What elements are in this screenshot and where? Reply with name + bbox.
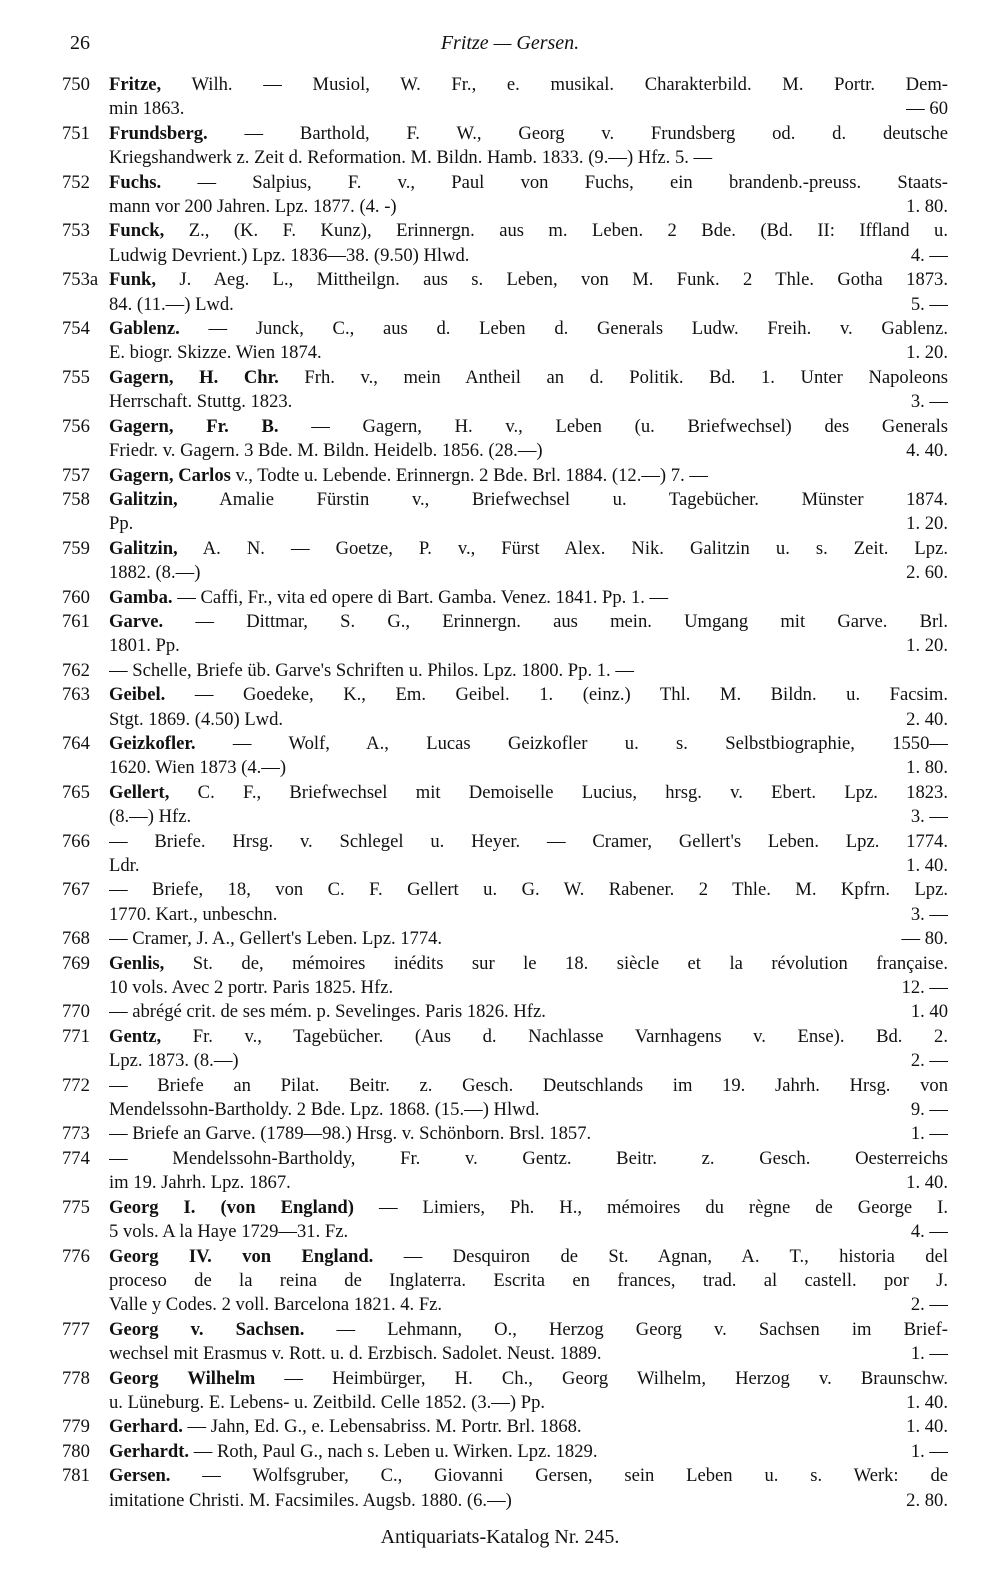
entry-body — [109, 1000, 948, 1024]
page-number: 26 — [70, 32, 90, 54]
entry-number: 766 — [62, 830, 90, 852]
entry-body — [109, 268, 948, 317]
entry-body — [109, 1196, 948, 1245]
entry-text: Wilh. — Musiol, W. Fr., e. musikal. Charakterbild. M. Portr. Dem- — [191, 74, 948, 95]
entry-line — [109, 1171, 948, 1195]
catalog-entry — [62, 878, 948, 927]
entry-line — [109, 171, 948, 195]
entry-line — [109, 1196, 948, 1220]
entry-number: 757 — [62, 464, 90, 486]
catalog-entry — [62, 488, 948, 537]
entry-text: wechsel mit Erasmus v. Rott. u. d. Erzbisch. Sadolet. Neust. 1889. — [109, 1343, 602, 1365]
entry-line — [109, 146, 948, 170]
catalog-entry — [62, 73, 948, 122]
catalog-entry — [62, 830, 948, 879]
entry-body — [109, 1440, 948, 1464]
entry-price: 1. 20. — [906, 513, 948, 535]
entry-text: 1801. Pp. — [109, 635, 180, 657]
entry-text: im 19. Jahrh. Lpz. 1867. — [109, 1172, 291, 1194]
entry-body — [109, 1147, 948, 1196]
catalog-entry — [62, 1196, 948, 1245]
entry-number: 768 — [62, 928, 90, 950]
entry-text: Mendelssohn-Bartholdy. 2 Bde. Lpz. 1868. (15.—) Hlwd. — [109, 1099, 540, 1121]
entry-headword: Gentz, — [109, 1025, 162, 1047]
entry-headword: Geizkofler. — [109, 732, 196, 754]
entry-text: — Jahn, Ed. G., e. Lebensabriss. M. Portr. Brl. 1868. — [187, 1416, 582, 1438]
entry-line — [109, 1440, 948, 1464]
entry-text: Fr. v., Tagebücher. (Aus d. Nachlasse Varnhagens v. Ense). Bd. 2. — [192, 1025, 948, 1047]
entry-line — [109, 1367, 948, 1391]
entry-line — [109, 805, 948, 829]
entry-line — [109, 903, 948, 927]
entry-line — [109, 1098, 948, 1122]
entry-text: — Briefe an Garve. (1789—98.) Hrsg. v. Schönborn. Brsl. 1857. — [109, 1123, 592, 1145]
entry-number: 773 — [62, 1123, 90, 1145]
entry-text: — Schelle, Briefe üb. Garve's Schriften u. Philos. Lpz. 1800. Pp. 1. — — [109, 659, 634, 681]
entry-line — [109, 952, 948, 976]
entry-text: — Briefe an Pilat. Beitr. z. Gesch. Deutschlands im 19. Jahrh. Hrsg. von — [109, 1074, 948, 1096]
entry-text: J. Aeg. L., Mittheilgn. aus s. Leben, von M. Funk. 2 Thle. Gotha 1873. — [179, 269, 948, 291]
entry-line — [109, 293, 948, 317]
entry-body — [109, 586, 948, 610]
entry-number: 780 — [62, 1440, 90, 1462]
entry-line — [109, 219, 948, 243]
entry-text: u. Lüneburg. E. Lebens- u. Zeitbild. Celle 1852. (3.—) Pp. — [109, 1391, 546, 1413]
entry-line — [109, 1318, 948, 1342]
entry-line — [109, 537, 948, 561]
entry-number: 751 — [62, 122, 90, 144]
entry-text: mann vor 200 Jahren. Lpz. 1877. (4. -) — [109, 196, 397, 218]
entry-line — [109, 512, 948, 536]
entry-line — [109, 1293, 948, 1317]
catalog-entry — [62, 1025, 948, 1074]
entry-line — [109, 464, 948, 488]
entry-line — [109, 1025, 948, 1049]
entry-price: 3. — — [910, 903, 948, 925]
entry-line — [109, 1074, 948, 1098]
entry-headword: Georg I. (von England) — [109, 1196, 354, 1218]
entry-text: — Lehmann, O., Herzog Georg v. Sachsen im Brief- — [336, 1318, 948, 1340]
entry-body — [109, 830, 948, 879]
entry-number: 779 — [62, 1416, 90, 1438]
entry-number: 776 — [62, 1245, 90, 1267]
entry-price: 1. 40. — [906, 1172, 948, 1194]
entry-text: Lpz. 1873. (8.—) — [109, 1050, 239, 1072]
entry-headword: Gerhardt. — [109, 1440, 190, 1462]
entry-text: Stgt. 1869. (4.50) Lwd. — [109, 708, 284, 730]
entry-line — [109, 830, 948, 854]
catalog-entry — [62, 927, 948, 951]
entry-text: Z., (K. F. Kunz), Erinnergn. aus m. Leben. 2 Bde. (Bd. II: Iffland u. — [188, 220, 948, 242]
entry-text: 5 vols. A la Haye 1729—31. Fz. — [109, 1221, 349, 1243]
entry-text: — Barthold, F. W., Georg v. Frundsberg od. d. deutsche — [244, 122, 948, 144]
entry-body — [109, 732, 948, 781]
entry-text: — Salpius, F. v., Paul von Fuchs, ein brandenb.-preuss. Staats- — [197, 171, 948, 193]
entry-line — [109, 415, 948, 439]
entry-line — [109, 488, 948, 512]
entry-line — [109, 1489, 948, 1513]
entry-price: 4. — — [910, 1221, 948, 1243]
catalog-entry — [62, 415, 948, 464]
entry-text: — Caffi, Fr., vita ed opere di Bart. Gamba. Venez. 1841. Pp. 1. — — [177, 586, 669, 608]
entry-number: 762 — [62, 659, 90, 681]
entry-headword: Gagern, H. Chr. — [109, 366, 279, 388]
catalog-entry — [62, 586, 948, 610]
entry-headword: Georg IV. von England. — [109, 1245, 374, 1267]
entry-body — [109, 1464, 948, 1513]
entry-line — [109, 586, 948, 610]
entry-number: 772 — [62, 1074, 90, 1096]
entry-number: 750 — [62, 74, 90, 95]
entry-headword: Gamba. — [109, 586, 173, 608]
entry-headword: Gablenz. — [109, 318, 180, 340]
entry-text: Ldr. — [109, 855, 140, 876]
entry-price: 2. — — [910, 1050, 948, 1072]
catalog-entry — [62, 1318, 948, 1367]
entry-headword: Gellert, — [109, 781, 170, 803]
entry-line — [109, 1220, 948, 1244]
entry-price: 1. — — [910, 1123, 948, 1145]
entry-line — [109, 976, 948, 1000]
catalog-entry — [62, 1000, 948, 1024]
entry-body — [109, 1245, 948, 1318]
entry-headword: Fuchs. — [109, 171, 162, 193]
entry-text: min 1863. — [109, 98, 185, 120]
entry-line — [109, 732, 948, 756]
entry-line — [109, 390, 948, 414]
entry-text: v., Todte u. Lebende. Erinnergn. 2 Bde. Brl. 1884. (12.—) 7. — — [235, 464, 708, 486]
entry-text: — Roth, Paul G., nach s. Leben u. Wirken. Lpz. 1829. — [193, 1440, 598, 1462]
entry-price: 1. 80. — [906, 196, 948, 218]
entry-number: 774 — [62, 1147, 90, 1169]
entry-price: 4. 40. — [906, 440, 948, 462]
entry-line — [109, 1245, 948, 1269]
catalog-entry — [62, 1464, 948, 1513]
catalog-entry — [62, 781, 948, 830]
entry-price: — 60 — [906, 98, 948, 120]
entry-line — [109, 1342, 948, 1366]
entry-line — [109, 683, 948, 707]
catalog-entry — [62, 537, 948, 586]
entry-headword: Garve. — [109, 610, 164, 632]
entry-body — [109, 1367, 948, 1416]
catalog-entry — [62, 122, 948, 171]
entry-text: — Wolf, A., Lucas Geizkofler u. s. Selbstbiographie, 1550— — [232, 732, 948, 754]
entry-headword: Genlis, — [109, 952, 165, 974]
entry-line — [109, 1269, 948, 1293]
catalog-entries — [62, 73, 948, 1513]
entry-text: — Mendelssohn-Bartholdy, Fr. v. Gentz. Beitr. z. Gesch. Oesterreichs — [109, 1147, 948, 1169]
catalog-entry — [62, 219, 948, 268]
entry-text: — Gagern, H. v., Leben (u. Briefwechsel) des Generals — [311, 415, 948, 437]
catalog-entry — [62, 464, 948, 488]
entry-body — [109, 415, 948, 464]
entry-text: — Briefe, 18, von C. F. Gellert u. G. W. Rabener. 2 Thle. M. Kpfrn. Lpz. — [109, 879, 948, 901]
entry-line — [109, 439, 948, 463]
entry-text: — Briefe. Hrsg. v. Schlegel u. Heyer. — Cramer, Gellert's Leben. Lpz. 1774. — [109, 830, 948, 852]
entry-number: 781 — [62, 1465, 90, 1487]
entry-number: 765 — [62, 781, 90, 803]
entry-headword: Geibel. — [109, 684, 166, 706]
entry-headword: Georg Wilhelm — [109, 1367, 256, 1389]
entry-text: 84. (11.—) Lwd. — [109, 293, 234, 315]
entry-headword: Frundsberg. — [109, 122, 208, 144]
entry-line — [109, 122, 948, 146]
entry-price: 5. — — [910, 293, 948, 315]
entry-headword: Georg v. Sachsen. — [109, 1318, 305, 1340]
entry-line — [109, 659, 948, 683]
entry-line — [109, 561, 948, 585]
entry-body — [109, 171, 948, 220]
catalog-footer: Antiquariats-Katalog Nr. 245. — [380, 1526, 620, 1548]
entry-price: 3. — — [910, 806, 948, 828]
entry-price: — 80. — [901, 928, 948, 950]
entry-price: 4. — — [910, 244, 948, 266]
entry-number: 754 — [62, 318, 90, 340]
entry-line — [109, 878, 948, 902]
entry-text: E. biogr. Skizze. Wien 1874. — [109, 342, 322, 364]
entry-price: 1. — — [910, 1440, 948, 1462]
entry-text: — Junck, C., aus d. Leben d. Generals Ludw. Freih. v. Gablenz. — [208, 318, 948, 340]
entry-text: 1882. (8.—) — [109, 562, 201, 584]
entry-line — [109, 1415, 948, 1439]
entry-text: — Desquiron de St. Agnan, A. T., historia del — [403, 1245, 948, 1267]
entry-body — [109, 488, 948, 537]
entry-price: 3. — — [910, 391, 948, 413]
entry-headword: Gagern, Fr. B. — [109, 415, 279, 437]
entry-text: — Goedeke, K., Em. Geibel. 1. (einz.) Thl. M. Bildn. u. Facsim. — [194, 684, 948, 706]
catalog-entry — [62, 366, 948, 415]
entry-price: 2. 80. — [906, 1489, 948, 1511]
entry-price: 1. 20. — [906, 635, 948, 657]
entry-line — [109, 756, 948, 780]
entry-text: Friedr. v. Gagern. 3 Bde. M. Bildn. Heidelb. 1856. (28.—) — [109, 440, 543, 462]
entry-line — [109, 634, 948, 658]
entry-number: 769 — [62, 952, 90, 974]
entry-line — [109, 854, 948, 878]
entry-body — [109, 464, 948, 488]
entry-price: 12. — — [901, 977, 948, 999]
entry-number: 753a — [62, 269, 99, 291]
entry-price: 1. 40. — [906, 1391, 948, 1413]
entry-body — [109, 952, 948, 1001]
catalog-entry — [62, 683, 948, 732]
entry-body — [109, 537, 948, 586]
entry-number: 764 — [62, 732, 90, 754]
entry-body — [109, 122, 948, 171]
entry-number: 752 — [62, 171, 90, 193]
entry-price: 1. 20. — [906, 342, 948, 364]
entry-text: 10 vols. Avec 2 portr. Paris 1825. Hfz. — [109, 977, 394, 999]
entry-line — [109, 341, 948, 365]
entry-text: — Cramer, J. A., Gellert's Leben. Lpz. 1774. — [109, 928, 443, 950]
entry-body — [109, 659, 948, 683]
entry-text: St. de, mémoires inédits sur le 18. siècle et la révolution française. — [192, 952, 948, 974]
entry-line — [109, 1464, 948, 1488]
entry-body — [109, 317, 948, 366]
entry-number: 775 — [62, 1196, 90, 1218]
entry-text: Pp. — [109, 513, 134, 535]
entry-line — [109, 366, 948, 390]
entry-body — [109, 610, 948, 659]
entry-body — [109, 366, 948, 415]
entry-body — [109, 927, 948, 951]
entry-number: 771 — [62, 1025, 90, 1047]
entry-line — [109, 73, 948, 97]
entry-headword: Funck, — [109, 220, 165, 242]
entry-body — [109, 878, 948, 927]
catalog-entry — [62, 268, 948, 317]
entry-line — [109, 708, 948, 732]
entry-number: 763 — [62, 684, 90, 706]
entry-headword: Fritze, — [109, 74, 162, 95]
entry-number: 756 — [62, 415, 90, 437]
entry-line — [109, 268, 948, 292]
catalog-entry — [62, 1415, 948, 1439]
running-title: Fritze — Gersen. — [440, 32, 580, 54]
entry-body — [109, 1025, 948, 1074]
entry-text: 1620. Wien 1873 (4.—) — [109, 757, 287, 779]
entry-line — [109, 97, 948, 121]
entry-body — [109, 1318, 948, 1367]
entry-text: — Heimbürger, H. Ch., Georg Wilhelm, Herzog v. Braunschw. — [284, 1367, 948, 1389]
entry-body — [109, 683, 948, 732]
entry-line — [109, 1391, 948, 1415]
entry-text: — Dittmar, S. G., Erinnergn. aus mein. Umgang mit Garve. Brl. — [195, 610, 948, 632]
entry-number: 758 — [62, 488, 90, 510]
entry-line — [109, 781, 948, 805]
entry-text: proceso de la reina de Inglaterra. Escrita en frances, trad. al castell. por J. — [109, 1269, 948, 1291]
entry-price: 2. 60. — [906, 562, 948, 584]
entry-price: 9. — — [910, 1099, 948, 1121]
entry-text: — Wolfsgruber, C., Giovanni Gersen, sein Leben u. s. Werk: de — [202, 1465, 948, 1487]
entry-text: Ludwig Devrient.) Lpz. 1836—38. (9.50) Hlwd. — [109, 244, 470, 266]
catalog-entry — [62, 1147, 948, 1196]
entry-number: 755 — [62, 366, 90, 388]
entry-price: 1. — — [910, 1343, 948, 1365]
entry-line — [109, 610, 948, 634]
entry-number: 778 — [62, 1367, 90, 1389]
entry-headword: Galitzin, — [109, 488, 178, 510]
entry-text: A. N. — Goetze, P. v., Fürst Alex. Nik. Galitzin u. s. Zeit. Lpz. — [202, 537, 948, 559]
catalog-entry — [62, 1074, 948, 1123]
entry-line — [109, 317, 948, 341]
entry-body — [109, 1122, 948, 1146]
entry-number: 760 — [62, 586, 90, 608]
catalog-entry — [62, 659, 948, 683]
entry-price: 1. 40 — [910, 1001, 948, 1023]
entry-line — [109, 244, 948, 268]
entry-number: 761 — [62, 610, 90, 632]
entry-headword: Gerhard. — [109, 1416, 183, 1438]
entry-number: 753 — [62, 220, 90, 242]
entry-number: 770 — [62, 1001, 90, 1023]
entry-line — [109, 1147, 948, 1171]
catalog-entry — [62, 610, 948, 659]
catalog-entry — [62, 1245, 948, 1318]
entry-line — [109, 927, 948, 951]
catalog-entry — [62, 952, 948, 1001]
page-header — [70, 30, 950, 56]
entry-body — [109, 781, 948, 830]
entry-body — [109, 1415, 948, 1439]
entry-line — [109, 1122, 948, 1146]
entry-text: C. F., Briefwechsel mit Demoiselle Lucius, hrsg. v. Ebert. Lpz. 1823. — [197, 781, 948, 803]
entry-line — [109, 1049, 948, 1073]
entry-price: 1. 40. — [906, 855, 948, 876]
entry-text: (8.—) Hfz. — [109, 806, 192, 828]
entry-headword: Galitzin, — [109, 537, 178, 559]
catalog-entry — [62, 1367, 948, 1416]
entry-text: 1770. Kart., unbeschn. — [109, 903, 278, 925]
catalog-entry — [62, 1122, 948, 1146]
entry-text: — abrégé crit. de ses mém. p. Sevelinges. Paris 1826. Hfz. — [109, 1001, 546, 1023]
entry-headword: Gagern, Carlos — [109, 464, 231, 486]
entry-price: 1. 80. — [906, 757, 948, 779]
entry-line — [109, 195, 948, 219]
entry-price: 2. 40. — [906, 708, 948, 730]
catalog-entry — [62, 171, 948, 220]
catalog-entry — [62, 1440, 948, 1464]
entry-text: Amalie Fürstin v., Briefwechsel u. Tagebücher. Münster 1874. — [219, 488, 948, 510]
entry-text: Kriegshandwerk z. Zeit d. Reformation. M. Bildn. Hamb. 1833. (9.—) Hfz. 5. — — [109, 147, 713, 169]
entry-body — [109, 219, 948, 268]
entry-headword: Funk, — [109, 269, 157, 291]
catalog-entry — [62, 317, 948, 366]
entry-text: — Limiers, Ph. H., mémoires du règne de George I. — [378, 1196, 948, 1218]
entry-number: 777 — [62, 1318, 90, 1340]
entry-text: Valle y Codes. 2 voll. Barcelona 1821. 4. Fz. — [109, 1294, 443, 1316]
entry-line — [109, 1000, 948, 1024]
entry-price: 2. — — [910, 1294, 948, 1316]
entry-text: imitatione Christi. M. Facsimiles. Augsb. 1880. (6.—) — [109, 1489, 512, 1511]
entry-body — [109, 1074, 948, 1123]
catalog-entry — [62, 732, 948, 781]
entry-number: 759 — [62, 537, 90, 559]
entry-price: 1. 40. — [906, 1416, 948, 1438]
entry-text: Herrschaft. Stuttg. 1823. — [109, 391, 293, 413]
entry-number: 767 — [62, 879, 90, 901]
entry-headword: Gersen. — [109, 1465, 171, 1487]
entry-body — [109, 73, 948, 122]
entry-text: Frh. v., mein Antheil an d. Politik. Bd. 1. Unter Napoleons — [304, 366, 948, 388]
